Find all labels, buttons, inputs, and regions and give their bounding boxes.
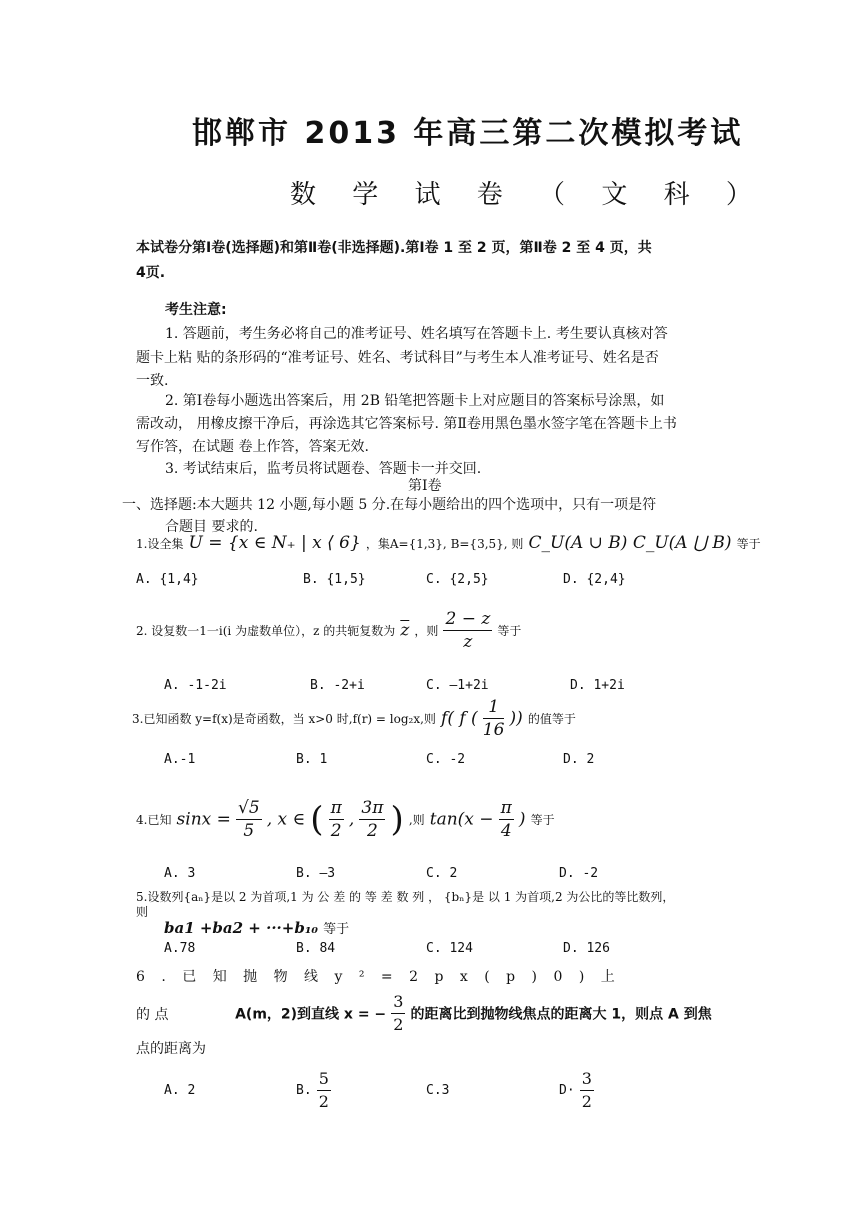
q4-tangent: tan(x − [429, 809, 494, 830]
q6-option-b-denominator: 2 [318, 1092, 329, 1111]
intro-line-1: 本试卷分第Ⅰ卷(选择题)和第Ⅱ卷(非选择题).第Ⅰ卷 1 至 2 页，第Ⅱ卷 2 至 4 页，共 [136, 240, 652, 256]
q6-line-2-end: 的距离比到抛物线焦点的距离大 1，则点 A 到焦 [410, 1006, 712, 1023]
q4-sine-numerator: √5 [238, 798, 260, 818]
q6-line-1: 6 . 已 知 抛 物 线 y ² = 2 p x ( p ) 0 ) 上 [136, 969, 621, 985]
question-2 [136, 608, 521, 653]
q6-option-b-label: B. [296, 1083, 312, 1098]
q6-option-b-numerator: 5 [317, 1068, 331, 1091]
q4-interval-start-denominator: 2 [330, 821, 342, 841]
q3-option-b: B. 1 [296, 752, 328, 767]
q3-fraction-numerator: 1 [483, 696, 505, 719]
q4-interval-end [359, 797, 385, 842]
q6-line-2-main: A(m，2)到直线 x = − [235, 1006, 387, 1023]
intro-line-2: 4页. [136, 265, 166, 281]
q6-fraction [391, 991, 405, 1036]
section-1-line-1: 一、选择题:本大题共 12 小题,每小题 5 分.在每小题给出的四个选项中，只有一项是符 [122, 497, 657, 513]
q5-line-2: 则 [136, 905, 149, 919]
q6-option-d-numerator: 3 [580, 1068, 594, 1091]
q2-text: 2. 设复数一1一i(i 为虚数单位），z 的共轭复数为 [136, 624, 396, 638]
q6-option-d-fraction [580, 1068, 594, 1113]
exam-title: 邯郸市 2013 年高三第二次模拟考试 [192, 116, 744, 151]
q2-option-c: C. —1+2i [426, 678, 489, 693]
q3-option-c: C. -2 [426, 752, 466, 767]
q1-set-expression: U = {x ∈ N₊ | x ⟨ 6} [188, 533, 361, 553]
q1-prefix: 1.设全集 [136, 537, 184, 551]
notice-1-line-3: 一致. [136, 373, 169, 389]
q3-suffix: 的值等于 [527, 712, 576, 726]
q6-line-2 [136, 991, 712, 1036]
q4-sine: sinx = [176, 809, 231, 830]
q5-line-1: 5.设数列{aₙ}是以 2 为首项,1 为 公 差 的 等 差 数 列 ， {bₙ}是 以 1 为首项,2 为公比的等比数列， [136, 890, 675, 904]
q5-sum-expression: ba1 +ba2 + ···+b₁₀ [164, 919, 318, 937]
notice-2-line-3: 写作答，在试题 卷上作答，答案无效. [136, 439, 369, 455]
q3-option-d: D. 2 [563, 752, 595, 767]
q4-right-paren: ) [390, 799, 404, 840]
q2-conjugate: $\overline{z}$ [400, 620, 410, 641]
q2-suffix: 等于 [497, 624, 522, 638]
q6-option-a: A. 2 [164, 1083, 196, 1098]
q6-option-c: C.3 [426, 1083, 450, 1098]
q4-then: ,则 [408, 813, 425, 827]
q1-middle: ，集A={1,3}, B={3,5}, 则 [365, 537, 524, 551]
q1-complement-expression: C_U(A ∪ B) C_U(A ⋃ B) [528, 533, 732, 553]
q5-expression-row [164, 918, 349, 937]
q4-comma: , [348, 809, 355, 830]
q6-option-b-fraction [317, 1068, 331, 1113]
q4-tangent-denominator: 4 [500, 821, 512, 841]
q4-option-a: A. 3 [164, 866, 196, 881]
q1-option-b: B. {1,5} [303, 572, 366, 587]
exam-subtitle: 数 学 试 卷 （ 文 科 ） [290, 180, 766, 210]
q4-option-c: C. 2 [426, 866, 458, 881]
q6-option-b [296, 1068, 331, 1113]
q1-option-d: D. {2,4} [563, 572, 626, 587]
q4-prefix: 4.已知 [136, 813, 172, 827]
q6-fraction-numerator: 3 [391, 991, 405, 1014]
notice-2-line-1: 2. 第Ⅰ卷每小题选出答案后，用 2B 铅笔把答题卡上对应题目的答案标号涂黑，如 [165, 393, 665, 409]
question-4 [136, 797, 555, 842]
q5-option-b: B. 84 [296, 941, 336, 956]
q3-close: )) [509, 708, 523, 729]
q3-option-a: A.-1 [164, 752, 196, 767]
q2-option-b: B. -2+i [310, 678, 365, 693]
q6-option-d-denominator: 2 [581, 1092, 592, 1111]
q2-fraction [443, 608, 492, 653]
q5-option-c: C. 124 [426, 941, 473, 956]
q3-function: f( f ( [441, 708, 478, 729]
q4-left-paren: ( [310, 799, 324, 840]
part-1-label: 第Ⅰ卷 [408, 478, 442, 494]
q6-line-2-lead: 的 点 [136, 1006, 169, 1023]
q2-option-d: D. 1+2i [570, 678, 625, 693]
q6-option-d-label: D· [559, 1083, 575, 1098]
q4-sine-fraction [236, 797, 262, 842]
q4-tangent-fraction [499, 797, 514, 842]
q4-interval-end-numerator: 3π [361, 798, 384, 818]
q6-line-3: 点的距离为 [136, 1041, 206, 1057]
q4-interval-start [329, 797, 344, 842]
question-1 [136, 533, 761, 553]
q3-fraction-denominator: 16 [482, 720, 505, 740]
notice-1-line-2: 题卡上粘 贴的条形码的“准考证号、姓名、考试科目”与考生本人准考证号、姓名是否 [136, 350, 659, 366]
section-1-line-2: 合题目 要求的. [165, 519, 258, 535]
q4-sine-denominator: 5 [243, 821, 255, 841]
q4-interval-end-denominator: 2 [366, 821, 378, 841]
q2-then: ，则 [414, 624, 439, 638]
q1-option-a: A. {1,4} [136, 572, 199, 587]
notice-3-line-1: 3. 考试结束后，监考员将试题卷、答题卡一并交回. [165, 461, 482, 477]
q4-tangent-close: ) [518, 809, 526, 830]
q3-text: 3.已知函数 y=f(x)是奇函数，当 x>0 时,f(r) = log₂x,则 [132, 712, 436, 726]
question-3 [132, 696, 576, 741]
q5-suffix: 等于 [323, 922, 350, 937]
q1-suffix: 等于 [736, 537, 761, 551]
notice-1-line-1: 1. 答题前，考生务必将自己的准考证号、姓名填写在答题卡上. 考生要认真核对答 [165, 326, 668, 342]
q3-fraction [483, 696, 505, 741]
q2-fraction-denominator: z [463, 632, 473, 652]
q4-option-b: B. —3 [296, 866, 336, 881]
q4-tangent-numerator: π [500, 798, 512, 818]
q5-option-d: D. 126 [563, 941, 610, 956]
q4-interval-start-numerator: π [330, 798, 342, 818]
notice-2-line-2: 需改动， 用橡皮擦干净后，再涂选其它答案标号. 第Ⅱ卷用黑色墨水签字笔在答题卡上书 [136, 416, 677, 432]
q5-option-a: A.78 [164, 941, 196, 956]
q2-option-a: A. -1-2i [164, 678, 227, 693]
q2-fraction-numerator: 2 − z [445, 609, 491, 629]
q4-suffix: 等于 [530, 813, 555, 827]
q6-fraction-denominator: 2 [393, 1015, 404, 1034]
q1-option-c: C. {2,5} [426, 572, 489, 587]
notice-heading: 考生注意: [165, 302, 227, 318]
q4-x-in: , x ∈ [266, 809, 306, 830]
q4-option-d: D. -2 [559, 866, 599, 881]
q6-option-d [559, 1068, 594, 1113]
